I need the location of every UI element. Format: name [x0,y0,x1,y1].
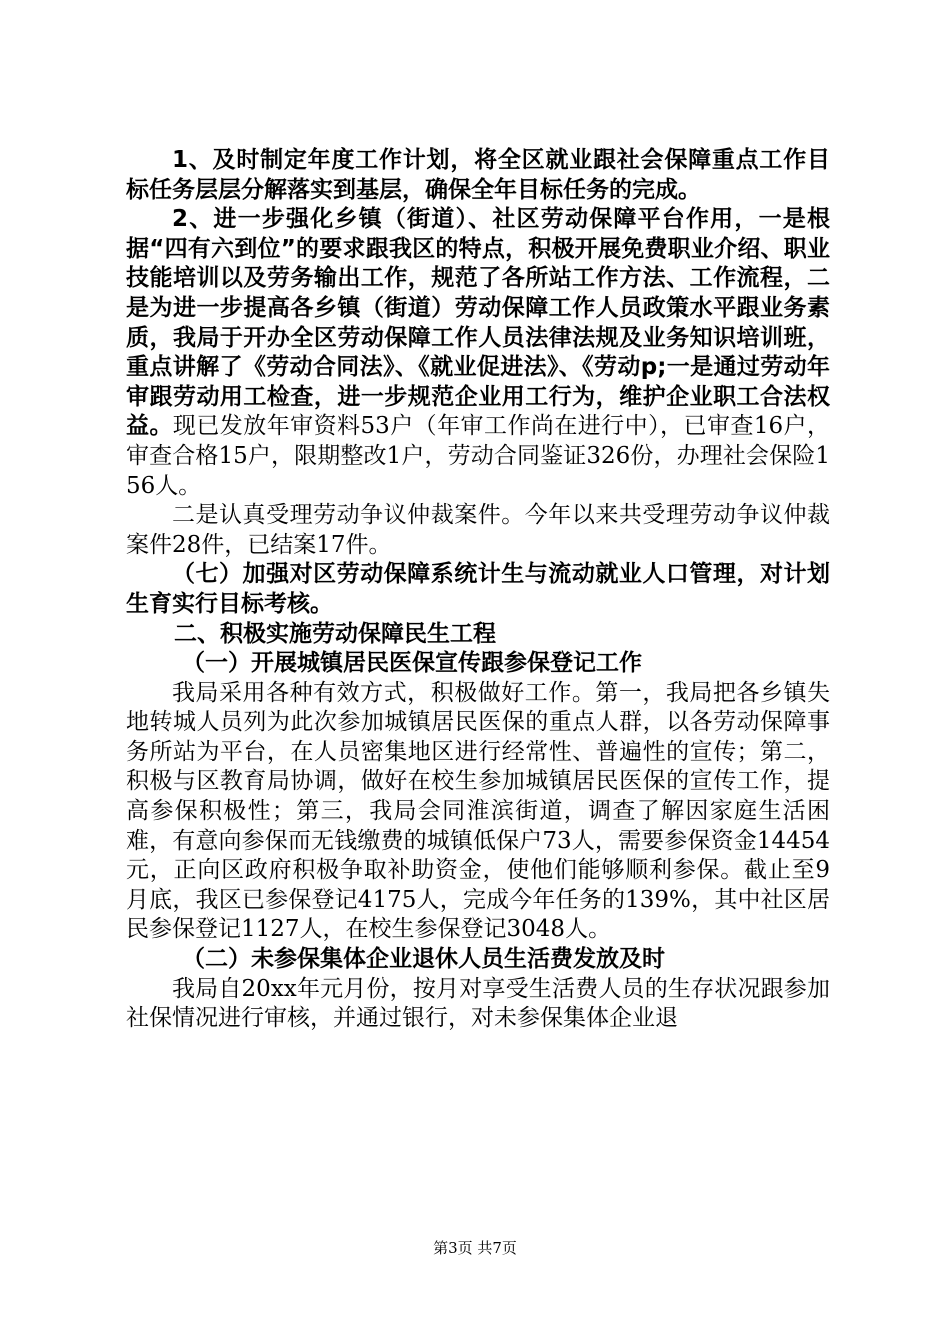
paragraph-platform-bold: 2、进一步强化乡镇（街道）、社区劳动保障平台作用，一是根据“四有六到位”的要求跟我区的特点，积极开展免费职业介绍、职业技能培训以及劳务输出工作，规范了各所站工作方法、工作流程，二是为进一步提高各乡镇（街道）劳动保障工作人员政策水平跟业务素质，我局于开办全区劳动保障工作人员法律法规及业务知识培训班，重点讲解了《劳动合同法》、《就业促进法》、《劳动p;一是通过劳动年审跟劳动用工检查，进一步规范企业用工行为，维护企业职工合法权益。 [126,206,830,440]
paragraph-family-planning: （七）加强对区劳动保障系统计生与流动就业人口管理，对计划生育实行目标考核。 [126,561,830,617]
paragraph-arbitration: 二是认真受理劳动争议仲裁案件。今年以来共受理劳动争议仲裁案件28件，已结案17件。 [126,502,830,558]
paragraph-plan: 1、及时制定年度工作计划，将全区就业跟社会保障重点工作目标任务层层分解落实到基层，确保全年目标任务的完成。 [126,147,830,203]
subsection-heading-retiree-allowance: （二）未参保集体企业退休人员生活费发放及时 [182,946,665,973]
paragraph-retiree-allowance: 我局自20xx年元月份，按月对享受生活费人员的生存状况跟参加社保情况进行审核，并通过银行，对未参保集体企业退 [126,975,830,1032]
paragraph-platform [126,205,830,501]
page-footer: 第3页 共7页 [433,1239,517,1257]
paragraph-medical-insurance: 我局采用各种有效方式，积极做好工作。第一，我局把各乡镇失地转城人员列为此次参加城镇居民医保的重点人群，以各劳动保障事务所站为平台，在人员密集地区进行经常性、普遍性的宣传；第二，积极与区教育局协调，做好在校生参加城镇居民医保的宣传工作，提高参保积极性；第三，我局会同淮滨街道，调查了解因家庭生活困难，有意向参保而无钱缴费的城镇低保户73人，需要参保资金14454元，正向区政府积极争取补助资金，使他们能够顺利参保。截止至9月底，我区已参保登记4175人，完成今年任务的139%，其中社区居民参保登记1127人，在校生参保登记3048人。 [126,679,830,943]
paragraph-platform-stats: 现已发放年审资料53户（年审工作尚在进行中），已审查16户，审查合格15户，限期整改1户，劳动合同鉴证326份，办理社会保险156人。 [126,413,830,499]
document-body [126,146,830,1034]
section-heading-livelihood: 二、积极实施劳动保障民生工程 [174,620,496,647]
subsection-heading-medical-insurance: （一）开展城镇居民医保宣传跟参保登记工作 [182,650,642,677]
